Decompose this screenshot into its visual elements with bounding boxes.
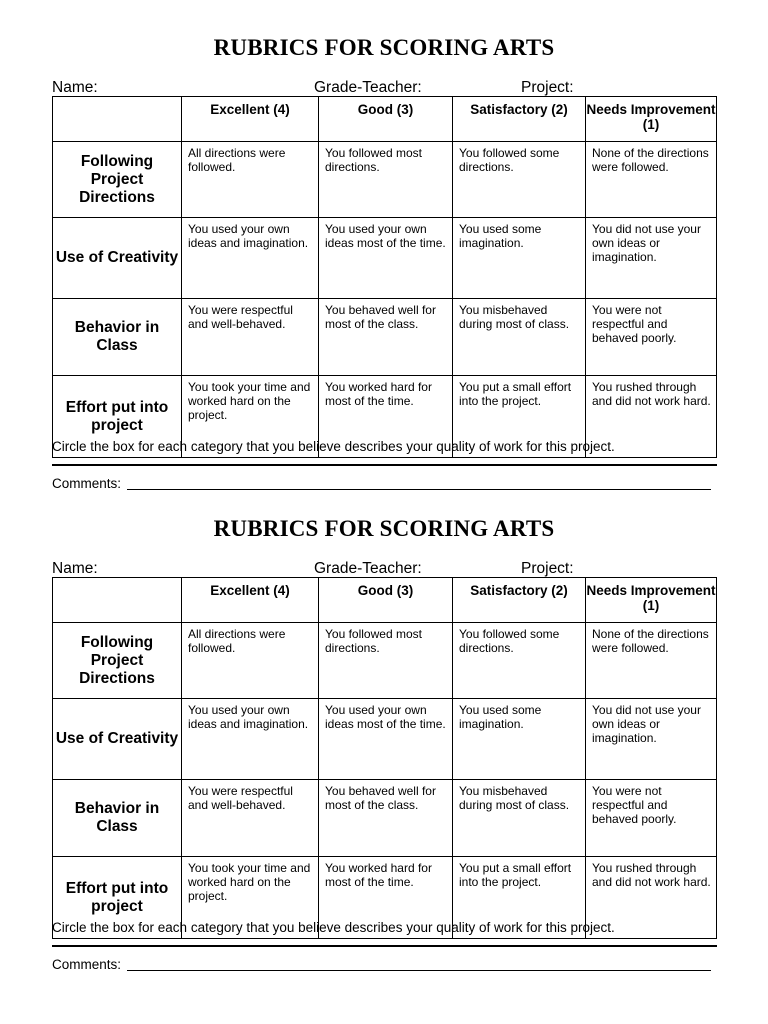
score-cell[interactable]: None of the directions were followed. <box>586 623 717 699</box>
comments-label: Comments: <box>52 476 122 491</box>
score-cell[interactable]: You took your time and worked hard on the project. <box>182 857 319 939</box>
score-cell[interactable]: You followed most directions. <box>319 142 453 218</box>
divider <box>52 464 717 466</box>
header-needs-improvement: Needs Improvement (1) <box>586 97 717 142</box>
table-row <box>53 623 717 699</box>
table-row <box>53 142 717 218</box>
rubric-sheet-bottom <box>0 481 768 981</box>
instruction-text: Circle the box for each category that you believe describes your quality of work for this project. <box>52 920 615 935</box>
score-cell[interactable]: You were not respectful and behaved poorly. <box>586 780 717 857</box>
category-effort: Effort put into project <box>53 376 182 458</box>
score-cell[interactable]: You did not use your own ideas or imagination. <box>586 699 717 780</box>
table-row <box>53 218 717 299</box>
score-cell[interactable]: You followed most directions. <box>319 623 453 699</box>
score-cell[interactable]: You did not use your own ideas or imagination. <box>586 218 717 299</box>
score-cell[interactable]: You rushed through and did not work hard. <box>586 857 717 939</box>
instruction-text: Circle the box for each category that you believe describes your quality of work for this project. <box>52 439 615 454</box>
score-cell[interactable]: You followed some directions. <box>453 142 586 218</box>
score-cell[interactable]: You behaved well for most of the class. <box>319 780 453 857</box>
score-cell[interactable]: You used your own ideas most of the time. <box>319 699 453 780</box>
rubric-title: RUBRICS FOR SCORING ARTS <box>213 516 555 541</box>
grade-teacher-label: Grade-Teacher: <box>314 79 422 96</box>
header-good: Good (3) <box>319 578 453 623</box>
score-cell[interactable]: You were respectful and well-behaved. <box>182 780 319 857</box>
category-use-of-creativity: Use of Creativity <box>53 699 182 780</box>
rubric-sheet-top <box>0 0 768 500</box>
header-corner-cell <box>53 97 182 142</box>
table-row <box>53 699 717 780</box>
category-use-of-creativity: Use of Creativity <box>53 218 182 299</box>
score-cell[interactable]: None of the directions were followed. <box>586 142 717 218</box>
rubric-table <box>52 577 717 939</box>
project-label: Project: <box>521 79 574 96</box>
header-row <box>53 97 717 142</box>
rubric-title: RUBRICS FOR SCORING ARTS <box>213 35 555 60</box>
score-cell[interactable]: You took your time and worked hard on the project. <box>182 376 319 458</box>
header-corner-cell <box>53 578 182 623</box>
header-satisfactory: Satisfactory (2) <box>453 97 586 142</box>
score-cell[interactable]: All directions were followed. <box>182 142 319 218</box>
score-cell[interactable]: You misbehaved during most of class. <box>453 780 586 857</box>
score-cell[interactable]: You used some imagination. <box>453 218 586 299</box>
score-cell[interactable]: You followed some directions. <box>453 623 586 699</box>
table-row <box>53 780 717 857</box>
score-cell[interactable]: You used some imagination. <box>453 699 586 780</box>
score-cell[interactable]: You worked hard for most of the time. <box>319 376 453 458</box>
name-label: Name: <box>52 560 98 577</box>
score-cell[interactable]: You rushed through and did not work hard. <box>586 376 717 458</box>
score-cell[interactable]: You misbehaved during most of class. <box>453 299 586 376</box>
score-cell[interactable]: You put a small effort into the project. <box>453 376 586 458</box>
category-behavior-in-class: Behavior in Class <box>53 780 182 857</box>
header-excellent: Excellent (4) <box>182 97 319 142</box>
score-cell[interactable]: You put a small effort into the project. <box>453 857 586 939</box>
score-cell[interactable]: You behaved well for most of the class. <box>319 299 453 376</box>
score-cell[interactable]: You worked hard for most of the time. <box>319 857 453 939</box>
rubric-table <box>52 96 717 458</box>
score-cell[interactable]: You were not respectful and behaved poorly. <box>586 299 717 376</box>
category-following-directions: Following Project Directions <box>53 623 182 699</box>
project-label: Project: <box>521 560 574 577</box>
score-cell[interactable]: You used your own ideas most of the time. <box>319 218 453 299</box>
comments-field[interactable] <box>127 970 711 971</box>
score-cell[interactable]: You used your own ideas and imagination. <box>182 699 319 780</box>
score-cell[interactable]: All directions were followed. <box>182 623 319 699</box>
score-cell[interactable]: You were respectful and well-behaved. <box>182 299 319 376</box>
table-row <box>53 299 717 376</box>
comments-label: Comments: <box>52 957 122 972</box>
name-label: Name: <box>52 79 98 96</box>
header-row <box>53 578 717 623</box>
category-effort: Effort put into project <box>53 857 182 939</box>
header-good: Good (3) <box>319 97 453 142</box>
category-following-directions: Following Project Directions <box>53 142 182 218</box>
header-needs-improvement: Needs Improvement (1) <box>586 578 717 623</box>
score-cell[interactable]: You used your own ideas and imagination. <box>182 218 319 299</box>
header-satisfactory: Satisfactory (2) <box>453 578 586 623</box>
category-behavior-in-class: Behavior in Class <box>53 299 182 376</box>
grade-teacher-label: Grade-Teacher: <box>314 560 422 577</box>
header-excellent: Excellent (4) <box>182 578 319 623</box>
divider <box>52 945 717 947</box>
